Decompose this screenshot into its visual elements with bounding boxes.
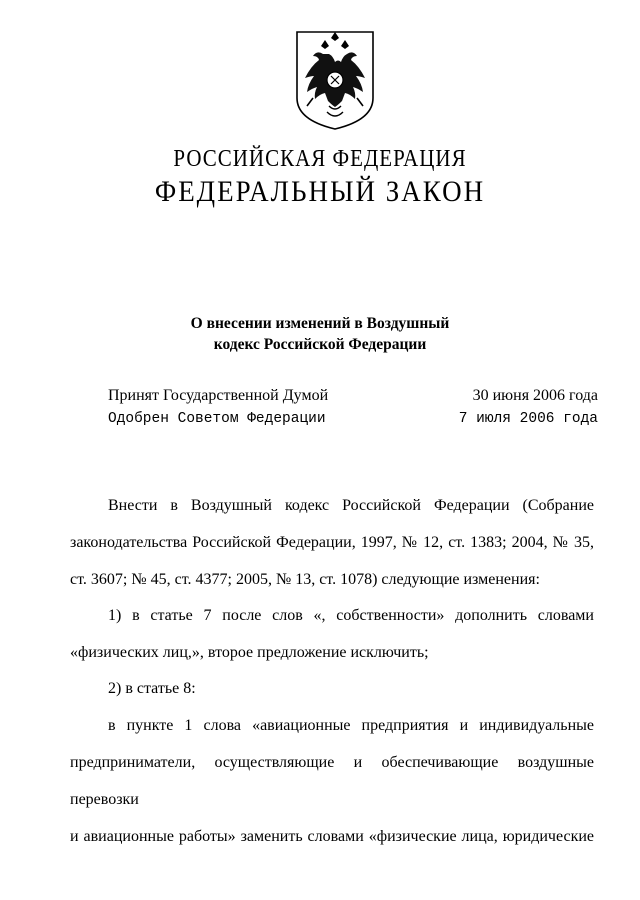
approved-date: 7 июля 2006 года xyxy=(458,411,598,427)
text-line: и авиационные работы» заменить словами «физические лица, юридические xyxy=(70,828,594,845)
text-line: предприниматели, осуществляющие и обеспечивающие воздушные перевозки xyxy=(70,754,594,808)
country-name: РОССИЙСКАЯ ФЕДЕРАЦИЯ xyxy=(173,144,467,172)
text-line: 2) в статье 8: xyxy=(108,680,196,697)
text-line: Внести в Воздушный кодекс Российской Федерации (Собрание xyxy=(108,497,594,514)
text-line: в пункте 1 слова «авиационные предприятия и индивидуальные xyxy=(108,717,594,734)
body-paragraph xyxy=(70,597,594,671)
approved-label: Одобрен Советом Федерации xyxy=(108,411,326,427)
law-subject-line: О внесении изменений в Воздушный xyxy=(190,315,450,332)
double-headed-eagle-icon xyxy=(293,28,377,132)
text-line: 1) в статье 7 после слов «, собственности» дополнить словами xyxy=(108,607,594,624)
adopted-date: 30 июня 2006 года xyxy=(472,387,598,404)
text-line: законодательства Российской Федерации, 1997, № 12, ст. 1383; 2004, № 35, xyxy=(70,534,594,551)
law-subject xyxy=(0,313,640,355)
state-emblem xyxy=(293,28,377,132)
body-paragraph xyxy=(70,707,594,855)
body-paragraph xyxy=(70,487,594,598)
document-type: ФЕДЕРАЛЬНЫЙ ЗАКОН xyxy=(154,174,486,208)
text-line: ст. 3607; № 45, ст. 4377; 2005, № 13, ст. 1078) следующие изменения: xyxy=(70,571,540,588)
law-subject-line: кодекс Российской Федерации xyxy=(213,336,427,353)
text-line: «физических лиц,», второе предложение исключить; xyxy=(70,644,429,661)
adopted-label: Принят Государственной Думой xyxy=(108,387,329,404)
body-paragraph xyxy=(70,670,594,707)
